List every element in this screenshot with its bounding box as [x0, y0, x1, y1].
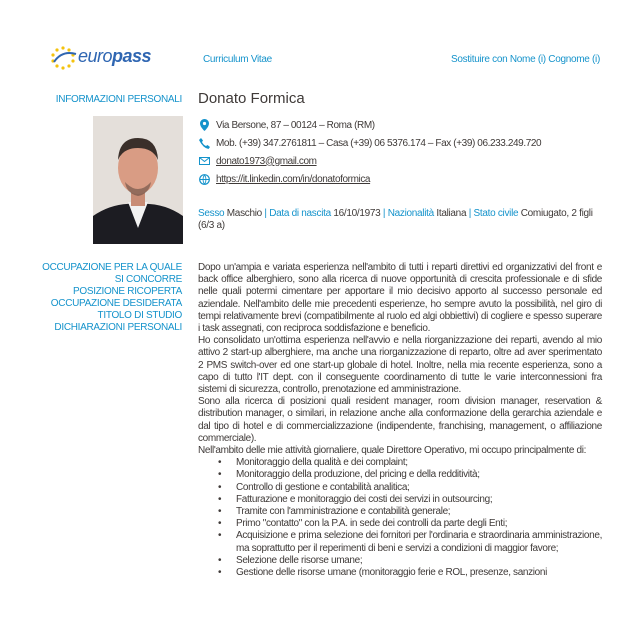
europass-star-icon: [46, 44, 80, 72]
birth-value: 16/10/1973: [333, 208, 381, 219]
phone-icon: [198, 137, 210, 149]
statement-paragraph: Sono alla ricerca di posizioni quali resident manager, room division manager, reservation & distribution manager, o similari, in relazione anche alla conformazione della gerarchia aziendale e dal tipo di hotel e di commercializzazione (indipendente, franchising, management, o affiliazione commerciale).: [198, 396, 602, 444]
list-item: • Monitoraggio della qualità e dei complaint;: [198, 457, 602, 469]
list-item: • Tramite con l'amministrazione e contabilità generale;: [198, 506, 602, 518]
statement-paragraph: Dopo un'ampia e variata esperienza nell'ambito di tutti i reparti direttivi ed organizzativi del front e back office alberghiero, sono alla ricerca di nuove opportunità di crescita professionale e di sfide nelle quali potermi cimentare per apportare il mio decisivo apporto al successo personale ed aziendale. Nell'ambito delle mie precedenti esperienze, ho sempre avuto la possibilità, nel giro di tempi relativamente brevi (compatibilmente al ruolo ed algi obbiettivi) di cogliere e spesso superare i task assegnati, con reciproca soddisfazione e beneficio.: [198, 262, 602, 335]
personal-details: [198, 208, 606, 232]
person-portrait-icon: [93, 116, 183, 244]
duties-list: [198, 457, 602, 579]
occupation-label-line: DICHIARAZIONI PERSONALI: [54, 322, 182, 333]
list-item: • Acquisizione e prima selezione dei fornitori per l'ordinaria e straordinaria amministrazione, ma soprattutto per il reperimenti di beni e servizi a condizioni di maggior favore;: [198, 530, 602, 554]
personal-statement: [198, 262, 602, 579]
list-item: • Monitoraggio della produzione, del pricing e della redditività;: [198, 469, 602, 481]
personal-info-label: INFORMAZIONI PERSONALI: [55, 94, 182, 105]
statement-paragraph: Nell'ambito delle mie attività giornaliere, quale Direttore Operativo, mi occupo principalmente di:: [198, 445, 587, 457]
globe-icon: [198, 173, 210, 185]
website-link[interactable]: https://it.linkedin.com/in/donatoformica: [216, 173, 371, 185]
occupation-label-line: SI CONCORRE: [114, 274, 182, 285]
phone-text: Mob. (+39) 347.2761811 – Casa (+39) 06 5376.174 – Fax (+39) 06.233.249.720: [216, 137, 542, 149]
doc-type-label: Curriculum Vitae: [203, 54, 272, 65]
statement-paragraph: Ho consolidato un'ottima esperienza nell'avvio e nella riorganizzazione dei reparti, avendo al mio attivo 2 start-up alberghiere, ma anche una riorganizzazione di reparto, oltre ad aver sperimentato 2 PMS switch-over ed one start-up globale di hotel. Inoltre, nella mia recente esperienza, sono a capo di tutto l'IT dept. con il conseguente coordinamento di tutte le varie interconnessioni fra sistemi di sicurezza, controllo, prenotazione ed amministrazione.: [198, 335, 602, 396]
separator: |: [468, 208, 472, 219]
separator: |: [264, 208, 267, 219]
envelope-icon: [198, 155, 210, 167]
civil-status-value: Comiugato, 2 figli (6/3 a): [198, 208, 593, 231]
occupation-labels: [42, 262, 182, 334]
list-item: • Primo "contatto" con la P.A. in sede dei controlli da parte degli Enti;: [198, 518, 602, 530]
email-link[interactable]: donato1973@gmail.com: [216, 155, 317, 167]
sex-label: Sesso: [198, 208, 225, 219]
birth-label: Data di nascita: [269, 208, 331, 219]
occupation-label-line: POSIZIONE RICOPERTA: [73, 286, 182, 297]
logo-text: europass: [78, 46, 152, 66]
profile-photo: [93, 116, 183, 244]
list-item: • Selezione delle risorse umane;: [198, 555, 602, 567]
list-item: • Gestione delle risorse umane (monitoraggio ferie e ROL, presenze, sanzioni: [198, 567, 602, 579]
website-row: [198, 173, 370, 185]
address-text: Via Bersone, 87 – 00124 – Roma (RM): [216, 119, 375, 131]
list-item: • Controllo di gestione e contabilità analitica;: [198, 482, 602, 494]
occupation-label-line: OCCUPAZIONE PER LA QUALE: [42, 262, 182, 273]
nationality-value: Italiana: [436, 208, 467, 219]
phone-row: [198, 137, 541, 149]
address-row: [198, 119, 375, 131]
person-name: Donato Formica: [198, 90, 305, 107]
location-pin-icon: [198, 119, 210, 131]
list-item: • Fatturazione e monitoraggio dei costi dei servizi in outsourcing;: [198, 494, 602, 506]
email-row: [198, 155, 317, 167]
separator: |: [382, 208, 386, 219]
civil-status-label: Stato civile: [473, 208, 519, 219]
europass-logo: [46, 44, 206, 74]
occupation-label-line: TITOLO DI STUDIO: [97, 310, 182, 321]
occupation-label-line: OCCUPAZIONE DESIDERATA: [50, 298, 182, 309]
nationality-label: Nazionalità: [387, 208, 434, 219]
sex-value: Maschio: [226, 208, 262, 219]
name-hint-label: Sostituire con Nome (i) Cognome (i): [451, 54, 600, 65]
